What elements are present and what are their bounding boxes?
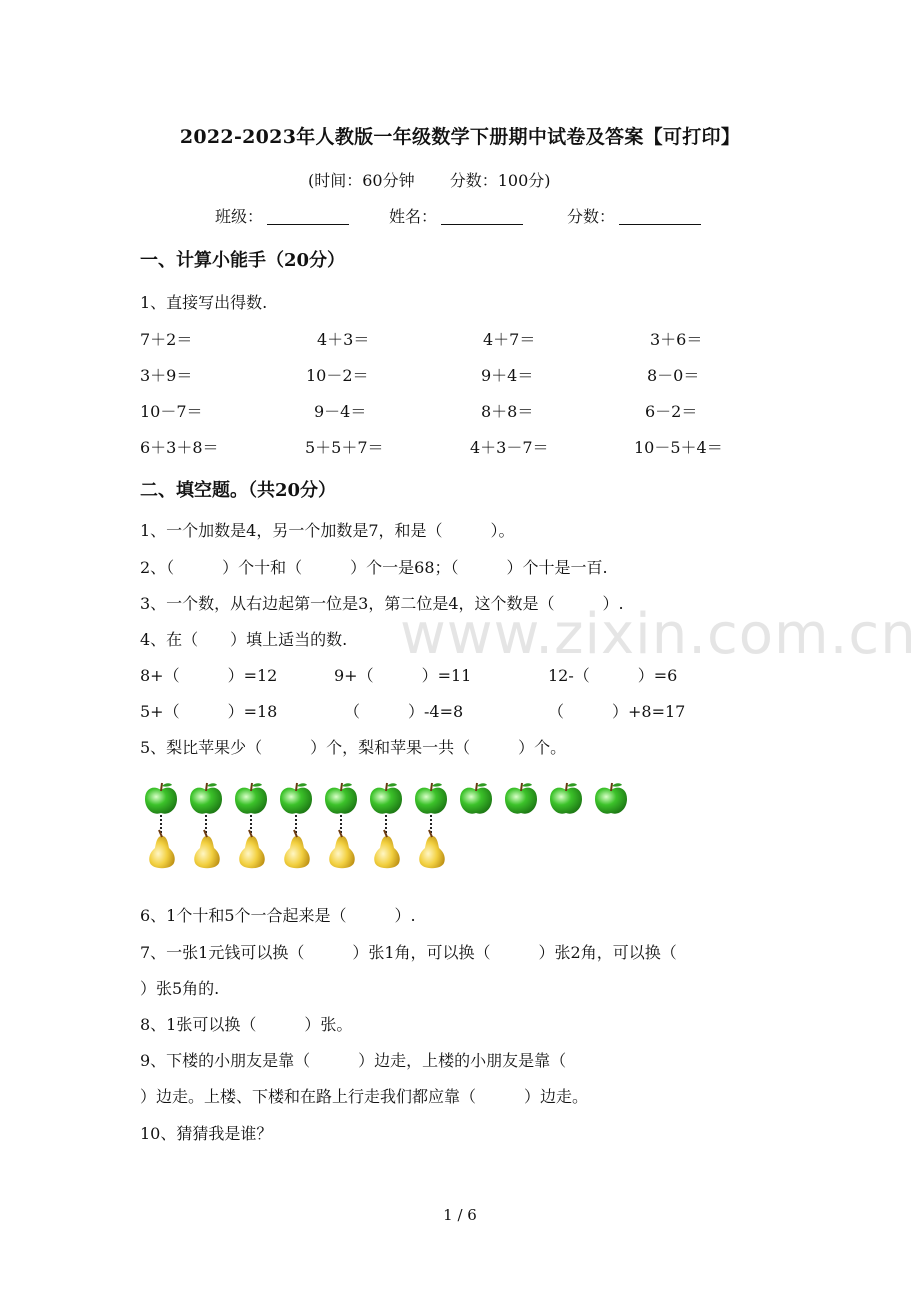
page-title: 2022-2023年人教版一年级数学下册期中试卷及答案【可打印】 [179,126,741,148]
name-label: 姓名： [389,207,438,226]
section-2-heading: 二、填空题。（共20分） [140,480,337,501]
calc-item: 3＋6＝ [650,330,703,349]
pear-icon [189,828,225,876]
section-2-question-8: 8、1张可以换（ ）张。 [140,1015,353,1034]
score-field [567,204,701,227]
section-2-question-5: 5、梨比苹果少（ ）个，梨和苹果一共（ ）个。 [140,738,567,757]
section-2-question-7-cont: ）张5角的. [140,979,220,998]
calc-item: 4＋3＝ [317,330,370,349]
page-number: 1 / 6 [443,1206,477,1224]
apple-icon [457,781,495,821]
name-blank [441,208,523,225]
calc-item: 10－2＝ [306,366,369,385]
section-1-heading: 一、计算小能手（20分） [140,250,346,271]
score-label: 分数： [567,207,616,226]
section-1-question-1: 1、直接写出得数. [140,293,268,312]
calc-item: 9－4＝ [314,402,367,421]
calc-item: 10－5＋4＝ [634,438,723,457]
class-label: 班级： [215,207,264,226]
pear-icon [279,828,315,876]
fill-item: 9+（ ）=11 [334,666,472,685]
calc-item: 8＋8＝ [481,402,534,421]
class-field [215,204,349,227]
section-2-question-3: 3、一个数，从右边起第一位是3，第二位是4，这个数是（ ）. [140,594,624,613]
calc-item: 7＋2＝ [140,330,193,349]
pear-icon [234,828,270,876]
class-blank [267,208,349,225]
calc-item: 4＋7＝ [483,330,536,349]
pear-icon [144,828,180,876]
calc-item: 4＋3－7＝ [470,438,549,457]
watermark: www.zixin.com.cn [400,602,917,667]
score-blank [619,208,701,225]
exam-time: (时间：60分钟 [308,171,415,190]
calc-item: 3＋9＝ [140,366,193,385]
section-2-question-9-cont: ）边走。上楼、下楼和在路上行走我们都应靠（ ）边走。 [140,1087,589,1106]
exam-total-score: 分数：100分) [449,171,551,190]
fill-item: 12-（ ）=6 [548,666,678,685]
calc-item: 6－2＝ [645,402,698,421]
exam-meta [308,168,581,191]
apple-icon [547,781,585,821]
section-2-question-9: 9、下楼的小朋友是靠（ ）边走，上楼的小朋友是靠（ [140,1051,567,1070]
pear-icon [324,828,360,876]
fill-item: 5+（ ）=18 [140,702,278,721]
section-2-question-1: 1、一个加数是4，另一个加数是7，和是（ ）。 [140,521,515,540]
section-2-question-7: 7、一张1元钱可以换（ ）张1角，可以换（ ）张2角，可以换（ [140,943,677,962]
section-2-question-4: 4、在（ ）填上适当的数. [140,630,348,649]
pear-icon [414,828,450,876]
fill-item: 8+（ ）=12 [140,666,278,685]
calc-item: 9＋4＝ [481,366,534,385]
fill-item: （ ）+8=17 [548,702,686,721]
apple-icon [592,781,630,821]
section-2-question-6: 6、1个十和5个一合起来是（ ）. [140,906,416,925]
calc-item: 6＋3＋8＝ [140,438,219,457]
pear-icon [369,828,405,876]
name-field [389,204,523,227]
apple-icon [502,781,540,821]
section-2-question-10: 10、猜猜我是谁？ [140,1124,273,1143]
calc-item: 8－0＝ [647,366,700,385]
calc-item: 10－7＝ [140,402,203,421]
calc-item: 5＋5＋7＝ [305,438,384,457]
fill-item: （ ）-4=8 [344,702,464,721]
section-2-question-2: 2、（ ）个十和（ ）个一是68；（ ）个十是一百. [140,558,608,577]
